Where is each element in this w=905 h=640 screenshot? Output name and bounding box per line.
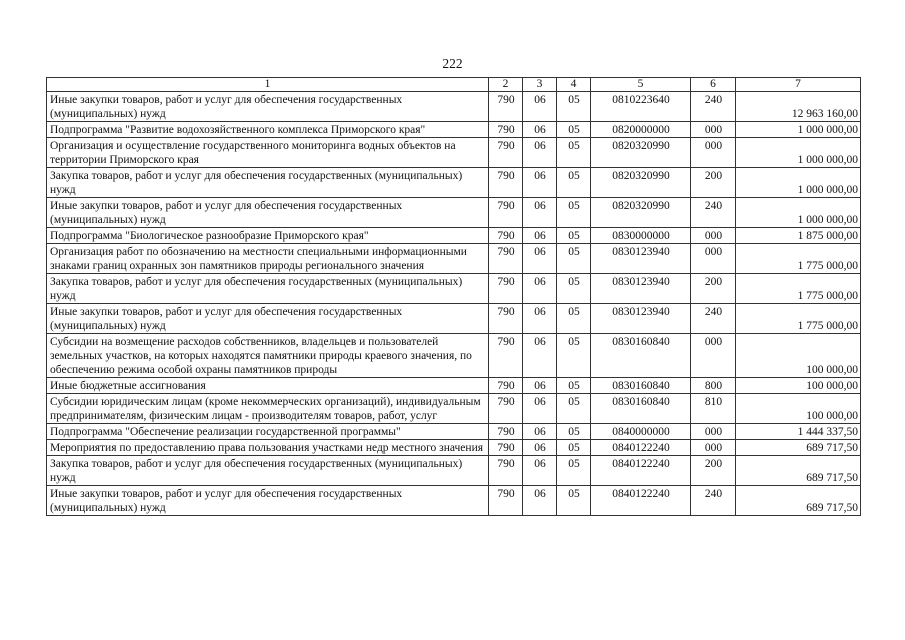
table-row [47, 304, 861, 334]
header-col-2: 2 [489, 78, 523, 92]
row-col-6: 240 [691, 486, 736, 516]
row-col-3: 06 [523, 394, 557, 424]
row-name: Организация и осуществление государственного мониторинга водных объектов на территории Приморского края [47, 138, 489, 168]
row-col-3: 06 [523, 198, 557, 228]
header-col-1: 1 [47, 78, 489, 92]
row-amount: 12 963 160,00 [736, 92, 861, 122]
row-col-6: 800 [691, 378, 736, 394]
header-col-7: 7 [736, 78, 861, 92]
table-row [47, 122, 861, 138]
row-col-5: 0830160840 [591, 394, 691, 424]
row-col-6: 000 [691, 440, 736, 456]
row-col-6: 240 [691, 198, 736, 228]
table-row [47, 440, 861, 456]
table-row [47, 244, 861, 274]
row-col-5: 0840000000 [591, 424, 691, 440]
row-col-4: 05 [557, 228, 591, 244]
row-name: Подпрограмма "Обеспечение реализации государственной программы" [47, 424, 489, 440]
row-col-5: 0830123940 [591, 274, 691, 304]
row-col-6: 200 [691, 168, 736, 198]
row-amount: 100 000,00 [736, 378, 861, 394]
row-col-2: 790 [489, 138, 523, 168]
row-col-3: 06 [523, 334, 557, 378]
row-name: Подпрограмма "Биологическое разнообразие Приморского края" [47, 228, 489, 244]
row-amount: 1 000 000,00 [736, 168, 861, 198]
row-col-4: 05 [557, 394, 591, 424]
table-row [47, 456, 861, 486]
row-col-2: 790 [489, 228, 523, 244]
row-col-6: 200 [691, 456, 736, 486]
row-col-3: 06 [523, 244, 557, 274]
row-col-6: 000 [691, 424, 736, 440]
row-col-6: 000 [691, 228, 736, 244]
row-col-3: 06 [523, 378, 557, 394]
row-name: Субсидии юридическим лицам (кроме некоммерческих организаций), индивидуальным предпринимателям, физическим лицам - производителям товаров, работ, услуг [47, 394, 489, 424]
page-number: 222 [442, 56, 463, 71]
row-col-5: 0830000000 [591, 228, 691, 244]
table-row [47, 138, 861, 168]
row-col-5: 0840122240 [591, 440, 691, 456]
row-col-3: 06 [523, 486, 557, 516]
row-col-4: 05 [557, 334, 591, 378]
row-col-2: 790 [489, 456, 523, 486]
row-col-2: 790 [489, 198, 523, 228]
row-amount: 1 000 000,00 [736, 198, 861, 228]
table-row [47, 92, 861, 122]
row-col-5: 0820320990 [591, 168, 691, 198]
row-amount: 1 444 337,50 [736, 424, 861, 440]
row-col-3: 06 [523, 138, 557, 168]
row-amount: 100 000,00 [736, 334, 861, 378]
row-amount: 1 000 000,00 [736, 138, 861, 168]
row-col-4: 05 [557, 486, 591, 516]
table-row [47, 274, 861, 304]
row-col-2: 790 [489, 424, 523, 440]
row-col-5: 0810223640 [591, 92, 691, 122]
row-col-4: 05 [557, 378, 591, 394]
row-col-4: 05 [557, 138, 591, 168]
row-col-4: 05 [557, 198, 591, 228]
row-col-3: 06 [523, 456, 557, 486]
row-col-5: 0840122240 [591, 486, 691, 516]
row-name: Закупка товаров, работ и услуг для обеспечения государственных (муниципальных) нужд [47, 274, 489, 304]
row-col-3: 06 [523, 168, 557, 198]
row-name: Закупка товаров, работ и услуг для обеспечения государственных (муниципальных) нужд [47, 168, 489, 198]
row-col-2: 790 [489, 334, 523, 378]
row-name: Субсидии на возмещение расходов собственников, владельцев и пользователей земельных участков, на которых находятся памятники природы краевого значения, по обеспечению режима особой охраны памятников природы [47, 334, 489, 378]
header-col-6: 6 [691, 78, 736, 92]
row-name: Иные закупки товаров, работ и услуг для обеспечения государственных (муниципальных) нужд [47, 92, 489, 122]
table-row [47, 228, 861, 244]
row-col-6: 810 [691, 394, 736, 424]
table-header-row [47, 78, 861, 92]
row-col-3: 06 [523, 92, 557, 122]
table-row [47, 394, 861, 424]
row-amount: 100 000,00 [736, 394, 861, 424]
table-row [47, 168, 861, 198]
row-amount: 1 775 000,00 [736, 274, 861, 304]
row-col-2: 790 [489, 304, 523, 334]
row-col-4: 05 [557, 304, 591, 334]
table-row [47, 424, 861, 440]
header-col-4: 4 [557, 78, 591, 92]
table-row [47, 334, 861, 378]
row-col-3: 06 [523, 228, 557, 244]
row-col-3: 06 [523, 424, 557, 440]
row-col-2: 790 [489, 274, 523, 304]
row-col-5: 0830160840 [591, 334, 691, 378]
row-col-6: 000 [691, 244, 736, 274]
row-name: Подпрограмма "Развитие водохозяйственного комплекса Приморского края" [47, 122, 489, 138]
row-col-5: 0830123940 [591, 304, 691, 334]
row-amount: 689 717,50 [736, 486, 861, 516]
header-col-3: 3 [523, 78, 557, 92]
row-col-4: 05 [557, 274, 591, 304]
row-col-5: 0830160840 [591, 378, 691, 394]
row-col-6: 200 [691, 274, 736, 304]
row-col-6: 000 [691, 334, 736, 378]
row-col-2: 790 [489, 440, 523, 456]
row-col-4: 05 [557, 168, 591, 198]
header-col-5: 5 [591, 78, 691, 92]
row-name: Закупка товаров, работ и услуг для обеспечения государственных (муниципальных) нужд [47, 456, 489, 486]
budget-table [46, 77, 861, 516]
row-col-2: 790 [489, 168, 523, 198]
row-col-5: 0820000000 [591, 122, 691, 138]
row-amount: 1 775 000,00 [736, 244, 861, 274]
row-col-2: 790 [489, 394, 523, 424]
row-col-5: 0830123940 [591, 244, 691, 274]
row-name: Иные бюджетные ассигнования [47, 378, 489, 394]
row-amount: 689 717,50 [736, 440, 861, 456]
row-col-4: 05 [557, 424, 591, 440]
row-col-3: 06 [523, 122, 557, 138]
row-col-4: 05 [557, 456, 591, 486]
row-col-4: 05 [557, 92, 591, 122]
row-amount: 689 717,50 [736, 456, 861, 486]
table-row [47, 198, 861, 228]
row-col-6: 000 [691, 122, 736, 138]
row-col-5: 0820320990 [591, 198, 691, 228]
row-col-2: 790 [489, 486, 523, 516]
row-col-6: 000 [691, 138, 736, 168]
row-col-2: 790 [489, 122, 523, 138]
row-amount: 1 875 000,00 [736, 228, 861, 244]
row-name: Иные закупки товаров, работ и услуг для обеспечения государственных (муниципальных) нужд [47, 486, 489, 516]
row-name: Организация работ по обозначению на местности специальными информационными знаками границ охранных зон памятников природы регионального значения [47, 244, 489, 274]
row-col-6: 240 [691, 304, 736, 334]
row-col-3: 06 [523, 440, 557, 456]
row-col-2: 790 [489, 92, 523, 122]
row-name: Иные закупки товаров, работ и услуг для обеспечения государственных (муниципальных) нужд [47, 198, 489, 228]
row-col-2: 790 [489, 244, 523, 274]
row-col-4: 05 [557, 440, 591, 456]
row-col-6: 240 [691, 92, 736, 122]
row-name: Иные закупки товаров, работ и услуг для обеспечения государственных (муниципальных) нужд [47, 304, 489, 334]
row-col-3: 06 [523, 274, 557, 304]
row-col-5: 0820320990 [591, 138, 691, 168]
row-col-3: 06 [523, 304, 557, 334]
row-col-5: 0840122240 [591, 456, 691, 486]
row-col-4: 05 [557, 244, 591, 274]
table-row [47, 378, 861, 394]
row-amount: 1 775 000,00 [736, 304, 861, 334]
table-row [47, 486, 861, 516]
row-amount: 1 000 000,00 [736, 122, 861, 138]
row-col-2: 790 [489, 378, 523, 394]
row-col-4: 05 [557, 122, 591, 138]
row-name: Мероприятия по предоставлению права пользования участками недр местного значения [47, 440, 489, 456]
